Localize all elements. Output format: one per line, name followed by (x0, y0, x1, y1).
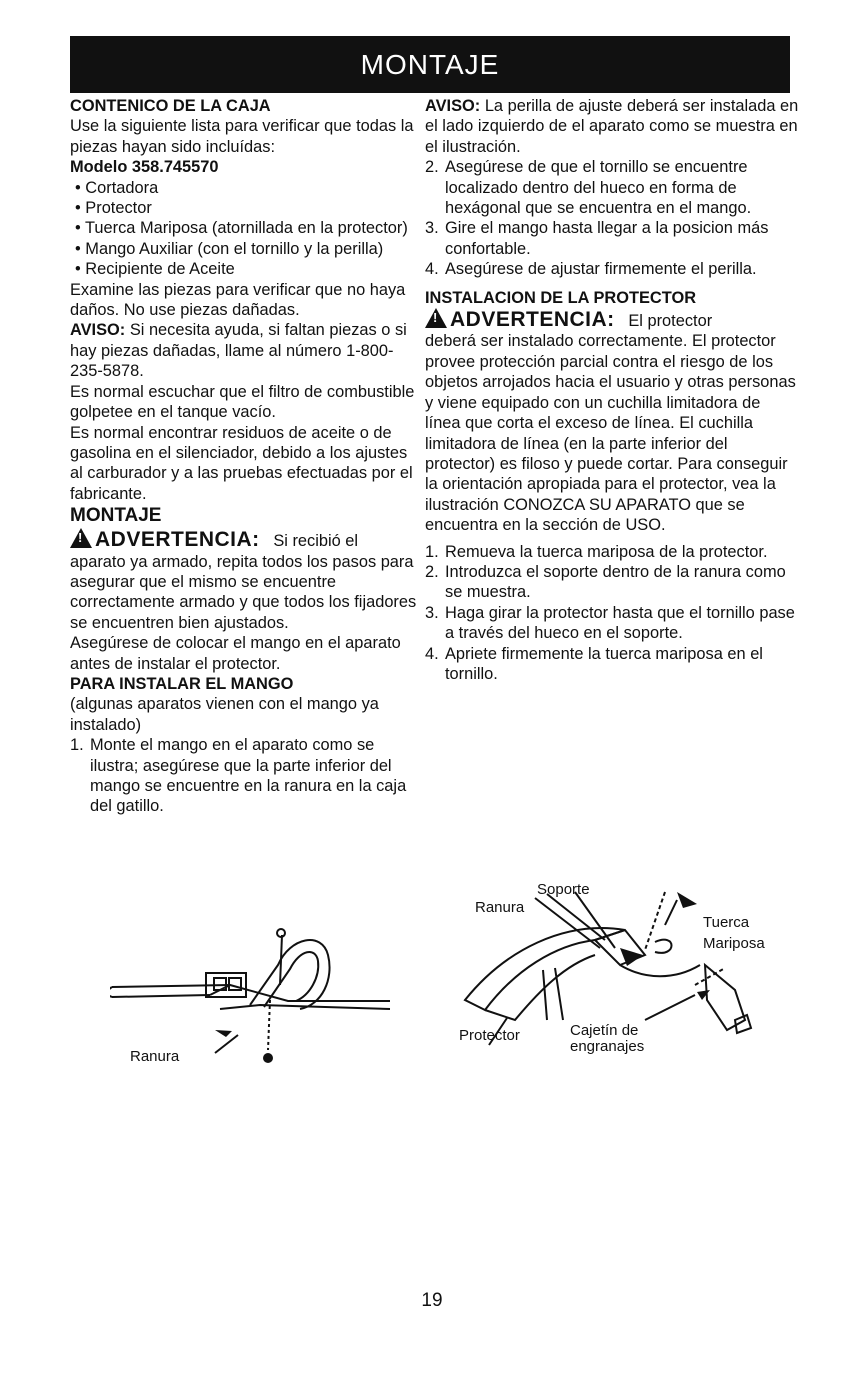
step-text: Haga girar la protector hasta que el tornillo pase a través del hueco en el soporte. (445, 603, 795, 643)
protector-label: Protector (459, 1027, 520, 1044)
cajetin-label: Cajetín de (570, 1022, 639, 1039)
list-item: • Protector (70, 198, 420, 218)
step-number: 1. (425, 542, 439, 561)
step-number: 4. (425, 260, 439, 279)
step-number: 4. (425, 644, 439, 663)
box-intro: Use la siguiente lista para verificar que todas la piezas hayan sido incluídas: (70, 117, 414, 156)
model-number: Modelo 358.745570 (70, 158, 219, 177)
list-item (425, 644, 800, 685)
ranura-label: Ranura (130, 1048, 180, 1065)
left-column (70, 96, 420, 817)
mango-note: (algunas aparatos vienen con el mango ya instalado) (70, 695, 379, 734)
tuerca-label: Tuerca (703, 914, 750, 931)
warning-word: ADVERTENCIA: (450, 308, 615, 332)
list-item (425, 218, 800, 259)
mango-steps-continued (425, 157, 800, 279)
aviso-paragraph (425, 96, 800, 157)
step-number: 2. (425, 562, 439, 581)
step-text: Asegúrese de que el tornillo se encuentre localizado dentro del hueco en forma de hexágonal que se encuentra en el mango. (445, 158, 752, 218)
list-item: • Tuerca Mariposa (atornillada en la protector) (70, 218, 420, 238)
normal-note-2: Es normal encontrar residuos de aceite o de gasolina en el silenciador, debido a los ajustes al carburador y a las pruebas efectuadas por el fabricante. (70, 423, 413, 503)
step-number: 3. (425, 603, 439, 622)
warning-word: ADVERTENCIA: (95, 528, 260, 552)
aviso-label: AVISO: (425, 97, 481, 115)
right-column (425, 96, 800, 684)
soporte-label: Soporte (537, 881, 590, 898)
warning-block (70, 528, 420, 551)
step-text: Monte el mango en el aparato como se ilustra; asegúrese que la parte inferior del mango se encuentre en la ranura en la caja del gatillo. (90, 736, 407, 816)
protector-steps (425, 542, 800, 685)
list-item (425, 259, 800, 279)
aviso-text: Si necesita ayuda, si faltan piezas o si hay piezas dañadas, llame al número 1-800-235-5878. (70, 321, 407, 381)
mango-steps (70, 735, 420, 817)
aviso-text: La perilla de ajuste deberá ser instalada en el lado izquierdo de el aparato como se muestra en el ilustración. (425, 97, 799, 156)
list-item (425, 157, 800, 218)
engranajes-label: engranajes (570, 1038, 645, 1055)
box-contents-heading: CONTENICO DE LA CAJA (70, 97, 271, 115)
asegurese-text: Asegúrese de colocar el mango en el aparato antes de instalar el protector. (70, 634, 401, 673)
step-text: Introduzca el soporte dentro de la ranura como se muestra. (445, 562, 786, 602)
warning-text: aparato ya armado, repita todos los pasos para asegurar que el mismo se encuentre correctamente armado y que todos los fijadores se encuentren bien ajustados. (70, 552, 417, 632)
step-text: Apriete firmemente la tuerca mariposa en el tornillo. (445, 644, 763, 683)
list-item (425, 603, 800, 644)
normal-note-1: Es normal escuchar que el filtro de combustible golpetee en el tanque vacío. (70, 382, 415, 422)
montaje-heading: MONTAJE (70, 505, 162, 527)
guard-figure (445, 870, 785, 1070)
step-text: Remueva la tuerca mariposa de la protector. (445, 542, 768, 561)
warning-block (425, 308, 800, 331)
warning-icon (70, 528, 92, 548)
warning-icon (425, 308, 447, 328)
aviso-label: AVISO: (70, 321, 126, 340)
step-text: Asegúrese de ajustar firmemente el perilla. (445, 260, 757, 279)
aviso-paragraph (70, 320, 420, 381)
list-item: • Cortadora (70, 178, 420, 198)
list-item (70, 735, 420, 817)
handle-figure (110, 925, 400, 1075)
mango-heading: PARA INSTALAR EL MANGO (70, 674, 294, 693)
ranura-label: Ranura (475, 899, 525, 916)
warning-lead: El protector (628, 312, 713, 331)
list-item: • Recipiente de Aceite (70, 259, 420, 279)
step-text: Gire el mango hasta llegar a la posicion más confortable. (445, 219, 769, 258)
section-banner: MONTAJE (70, 36, 790, 93)
protector-heading: INSTALACION DE LA PROTECTOR (425, 288, 697, 307)
examine-text: Examine las piezas para verificar que no haya daños. No use piezas dañadas. (70, 280, 406, 320)
page-number: 19 (421, 1290, 443, 1311)
list-item (425, 542, 800, 562)
parts-list (70, 178, 420, 280)
mariposa-label: Mariposa (703, 935, 765, 952)
warning-lead: Si recibió el (273, 532, 359, 551)
step-number: 2. (425, 158, 439, 177)
list-item (425, 562, 800, 603)
step-number: 1. (70, 736, 84, 755)
list-item: • Mango Auxiliar (con el tornillo y la perilla) (70, 239, 420, 259)
step-number: 3. (425, 219, 439, 238)
warning-text: deberá ser instalado correctamente. El protector provee protección parcial contra el riesgo de los objetos arrojados hacia el usuario y otras personas y viene equipado con un cuchilla limitadora de línea que corta el exceso de línea. El cuchilla limitadora de línea (en la parte inferior del protector) es filoso y puede cortar. Para conseguir la orientación apropiada para el protector, vea la ilustración CONOZCA SU APARATO que se encuentra en la sección de USO. (425, 332, 796, 535)
